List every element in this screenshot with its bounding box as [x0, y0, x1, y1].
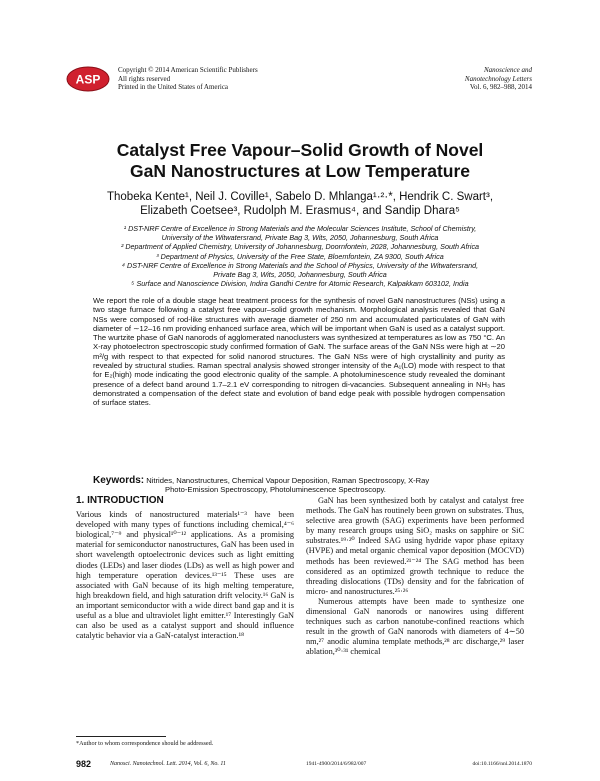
copyright-line: Copyright © 2014 American Scientific Publishers — [118, 66, 258, 74]
affiliation-line: ¹ DST-NRF Centre of Excellence in Strong Materials and the Molecular Sciences Institute, School of Chemistry, — [123, 224, 477, 233]
logo-text: ASP — [75, 72, 101, 87]
affiliations — [70, 224, 530, 288]
abstract-text: We report the role of a double stage heat treatment process for the synthesis of novel GaN nanostructures (NSs) using a two stage furnace following a catalyst free vapour–solid growth mechanism. Morphological analysis revealed that GaN NSs were composed of rod-like structures with average diameter of 250 nm and accumulated particulates of GaN with diameter of ∼12–16 nm providing enhanced surface area, which will be important when GaN is used as a catalyst support. The wurtzite phase of GaN nanorods of agglomerated nanoclusters was synthesized at temperatures as low as 750 °C. An X-ray photoelectron spectroscopic study confirmed formation of GaN. The surface areas of the GaN NSs were high at ∼20 m²/g with respect to that expected for solid nanorod structures. The GaN NSs were of high crystallinity and purity as revealed by structural studies. Raman spectral analysis showed stronger intensity of the A₁(LO) mode with respect to that for E₂(high) mode indicating the good electronic quality of the sample. A photoluminescence study revealed the dominant presence of a defect band around 1.7–2.1 eV corresponding to nitrogen di-vacancies. Subsequent annealing in NH₃ has demonstrated a compensation of the defect state and evolution of band edge peak with possible hydrogen compensation of surface states. — [93, 296, 505, 408]
author-list — [80, 190, 520, 218]
footnote-divider — [76, 736, 166, 737]
page-number: 982 — [76, 759, 92, 769]
keywords — [93, 476, 505, 495]
left-column — [76, 496, 294, 641]
keywords-line-2: Photo-Emission Spectroscopy, Photoluminescence Spectroscopy. — [165, 485, 386, 495]
authors-line-1: Thobeka Kente¹, Neil J. Coville¹, Sabelo D. Mhlanga¹·²·*, Hendrik C. Swart³, — [106, 191, 494, 203]
affiliation-line: ⁴ DST-NRF Centre of Excellence in Strong Materials and the School of Physics, University of the Witwatersrand, — [121, 260, 479, 270]
volume-info: Vol. 6, 982–988, 2014 — [469, 83, 532, 92]
keywords-line-1: Nitrides, Nanostructures, Chemical Vapour Deposition, Raman Spectroscopy, X-Ray — [146, 476, 430, 485]
copyright-line: All rights reserved — [118, 74, 171, 83]
paragraph: GaN has been synthesized both by catalyst and catalyst free methods. The GaN has routinely been grown on substrates. Thus, selective area growth (SAG) experiments have been performed by many research groups using SiO₂ masks on sapphire or SiC substrates.¹⁹·²⁰ Indeed SAG using hydride vapor phase epitaxy (HVPE) and metal organic chemical vapor deposition (MOCVD) methods has been reviewed.²¹⁻²⁴ The SAG method has been considered as an optimized growth technique to reduce the threading dislocations (TDs) density and for the fabrication of micro- and nanostructures.²⁵·²⁶ — [306, 496, 524, 596]
journal-name-line: Nanoscience and — [483, 66, 532, 74]
journal-citation: Nanosci. Nanotechnol. Lett. 2014, Vol. 6, No. 11 — [110, 761, 226, 767]
journal-name-line: Nanotechnology Letters — [464, 74, 532, 83]
section-heading: 1. INTRODUCTION — [76, 495, 164, 506]
copyright-line: Printed in the United States of America — [118, 83, 229, 92]
copyright-notice — [118, 66, 258, 92]
footnote: *Author to whom correspondence should be addressed. — [76, 740, 214, 747]
journal-info — [465, 66, 532, 92]
title-line-1: Catalyst Free Vapour–Solid Growth of Novel — [116, 140, 484, 160]
doi: doi:10.1166/nnl.2014.1870 — [472, 761, 532, 767]
paragraph: Various kinds of nanostructured materials¹⁻³ have been developed with many types of functions including chemical,⁴⁻⁶ biological,⁷⁻⁹ and physical¹⁰⁻¹² applications. As a promising material for semiconductor nanostructures, GaN has been used in short wavelength optoelectronic devices such as light emitting diodes (LEDs) and laser diodes (LDs) as well as high power and high temperature operation devices.¹³⁻¹⁵ These uses are associated with GaN because of its high melting temperature, high breakdown field, and high saturation drift velocity.¹⁶ GaN is an important semiconductor with a wide direct band gap and it is useful as a blue and ultraviolet light emitter.¹⁷ Interestingly GaN can also be used as a catalyst support and should influence catalytic behavior via a GaN-catalyst interaction.¹⁸ — [76, 510, 294, 641]
affiliation-line: ³ Department of Physics, University of the Free State, Bloemfontein, ZA 9300, South Africa — [156, 251, 444, 261]
paper-title — [60, 140, 540, 182]
affiliation-line: ² Department of Applied Chemistry, University of Johannesburg, Doornfontein, 2028, Johannesburg, South Africa — [120, 242, 480, 252]
affiliation-line: University of the Witwatersrand, Private Bag 3, Wits, 2050, Johannesburg, South Africa — [161, 233, 439, 243]
authors-line-2: Elizabeth Coetsee³, Rudolph M. Erasmus⁴, and Sandip Dhara⁵ — [140, 205, 460, 217]
paragraph: Numerous attempts have been made to synthesize one dimensional GaN nanorods or nanowires using different techniques such as carbon nanotube-confined reactions which result in the growth of GaN nanorods with diameters of 4∼50 nm,²⁷ anodic alumina template methods,²⁸ arc discharge,²⁹ laser ablation,³⁰·³¹ chemical — [306, 596, 524, 657]
affiliation-line: Private Bag 3, Wits, 2050, Johannesburg, South Africa — [213, 270, 387, 280]
issn: 1941-4900/2014/6/982/007 — [306, 761, 367, 767]
keywords-label: Keywords: — [93, 475, 145, 486]
title-line-2: GaN Nanostructures at Low Temperature — [129, 161, 471, 181]
affiliation-line: ⁵ Surface and Nanoscience Division, Indira Gandhi Centre for Atomic Research, Kalpakkam 603102, India — [131, 279, 469, 289]
right-column — [306, 496, 524, 658]
asp-logo — [66, 66, 110, 92]
